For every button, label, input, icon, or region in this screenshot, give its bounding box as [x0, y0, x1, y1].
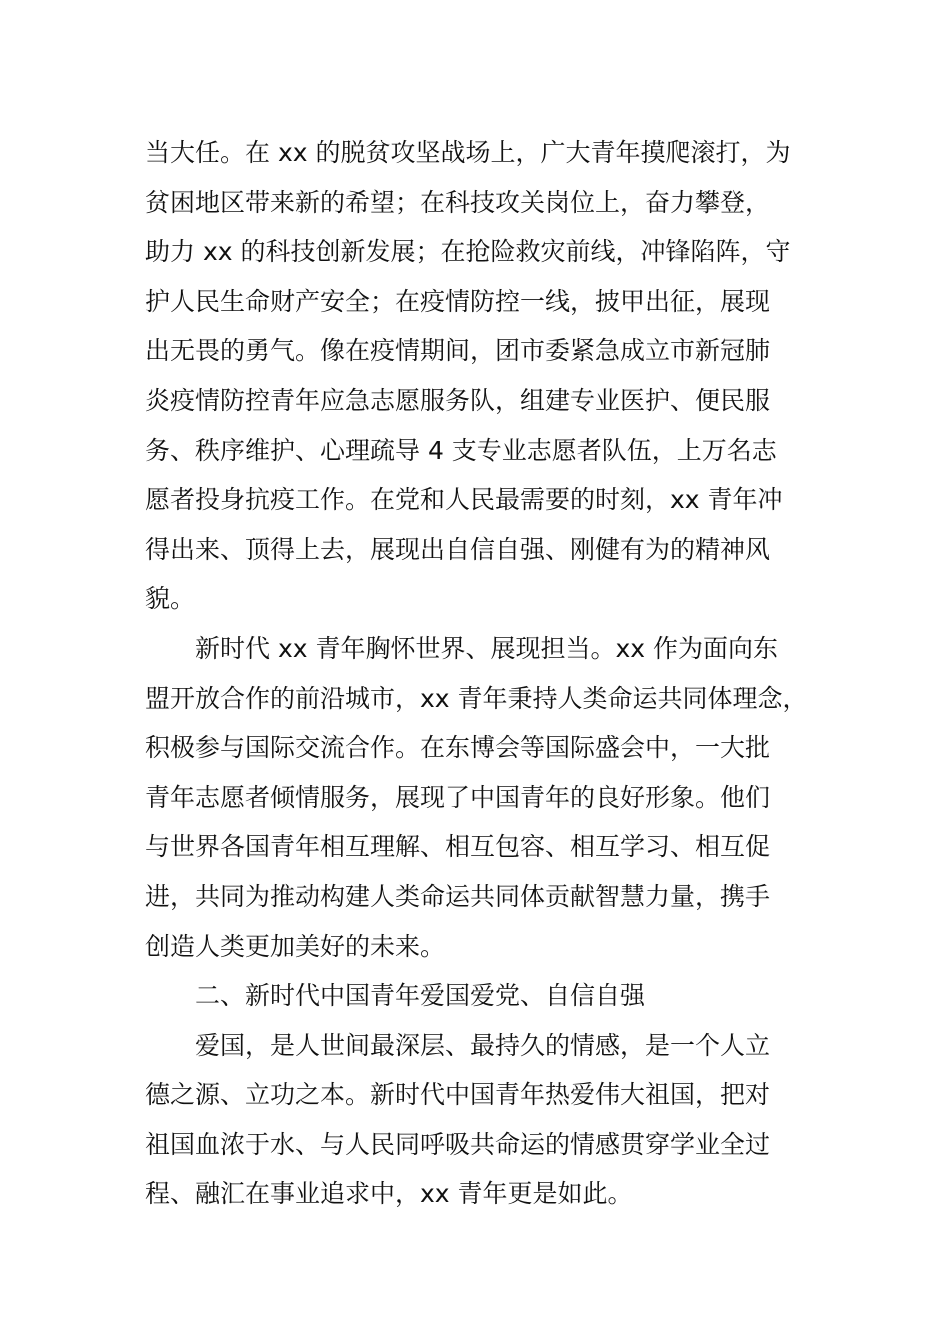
- text-line: 貌。: [145, 584, 196, 614]
- paragraph-first-line: 爱国，是人世间最深层、最持久的情感，是一个人立: [195, 1030, 771, 1060]
- text-line: 青年志愿者倾情服务，展现了中国青年的良好形象。他们: [145, 782, 771, 812]
- text-line: 贫困地区带来新的希望；在科技攻关岗位上，奋力攀登，: [145, 187, 771, 217]
- document-body: [145, 128, 845, 1219]
- section-heading: 二、新时代中国青年爱国爱党、自信自强: [195, 981, 646, 1011]
- text-line: 程、融汇在事业追求中，xx 青年更是如此。: [145, 1179, 633, 1209]
- text-line: 祖国血浓于水、与人民同呼吸共命运的情感贯穿学业全过: [145, 1129, 771, 1159]
- text-line: 德之源、立功之本。新时代中国青年热爱伟大祖国，把对: [145, 1080, 771, 1110]
- text-line: 积极参与国际交流合作。在东博会等国际盛会中，一大批: [145, 733, 771, 763]
- text-line: 进，共同为推动构建人类命运共同体贡献智慧力量，携手: [145, 881, 771, 911]
- text-line: 当大任。在 xx 的脱贫攻坚战场上，广大青年摸爬滚打，为: [145, 138, 791, 167]
- text-line: 助力 xx 的科技创新发展；在抢险救灾前线，冲锋陷阵，守: [145, 237, 791, 267]
- text-line: 愿者投身抗疫工作。在党和人民最需要的时刻，xx 青年冲: [145, 485, 783, 515]
- text-line: 创造人类更加美好的未来。: [145, 931, 446, 961]
- text-line: 炎疫情防控青年应急志愿服务队，组建专业医护、便民服: [145, 385, 771, 415]
- text-line: 务、秩序维护、心理疏导 4 支专业志愿者队伍，上万名志: [145, 435, 777, 465]
- text-line: 护人民生命财产安全；在疫情防控一线，披甲出征，展现: [145, 286, 771, 316]
- paragraph-first-line: 新时代 xx 青年胸怀世界、展现担当。xx 作为面向东: [195, 633, 779, 663]
- text-line: 盟开放合作的前沿城市，xx 青年秉持人类命运共同体理念，: [145, 683, 808, 713]
- text-line: 与世界各国青年相互理解、相互包容、相互学习、相互促: [145, 832, 771, 862]
- text-line: 出无畏的勇气。像在疫情期间，团市委紧急成立市新冠肺: [145, 336, 771, 366]
- text-line: 得出来、顶得上去，展现出自信自强、刚健有为的精神风: [145, 534, 771, 564]
